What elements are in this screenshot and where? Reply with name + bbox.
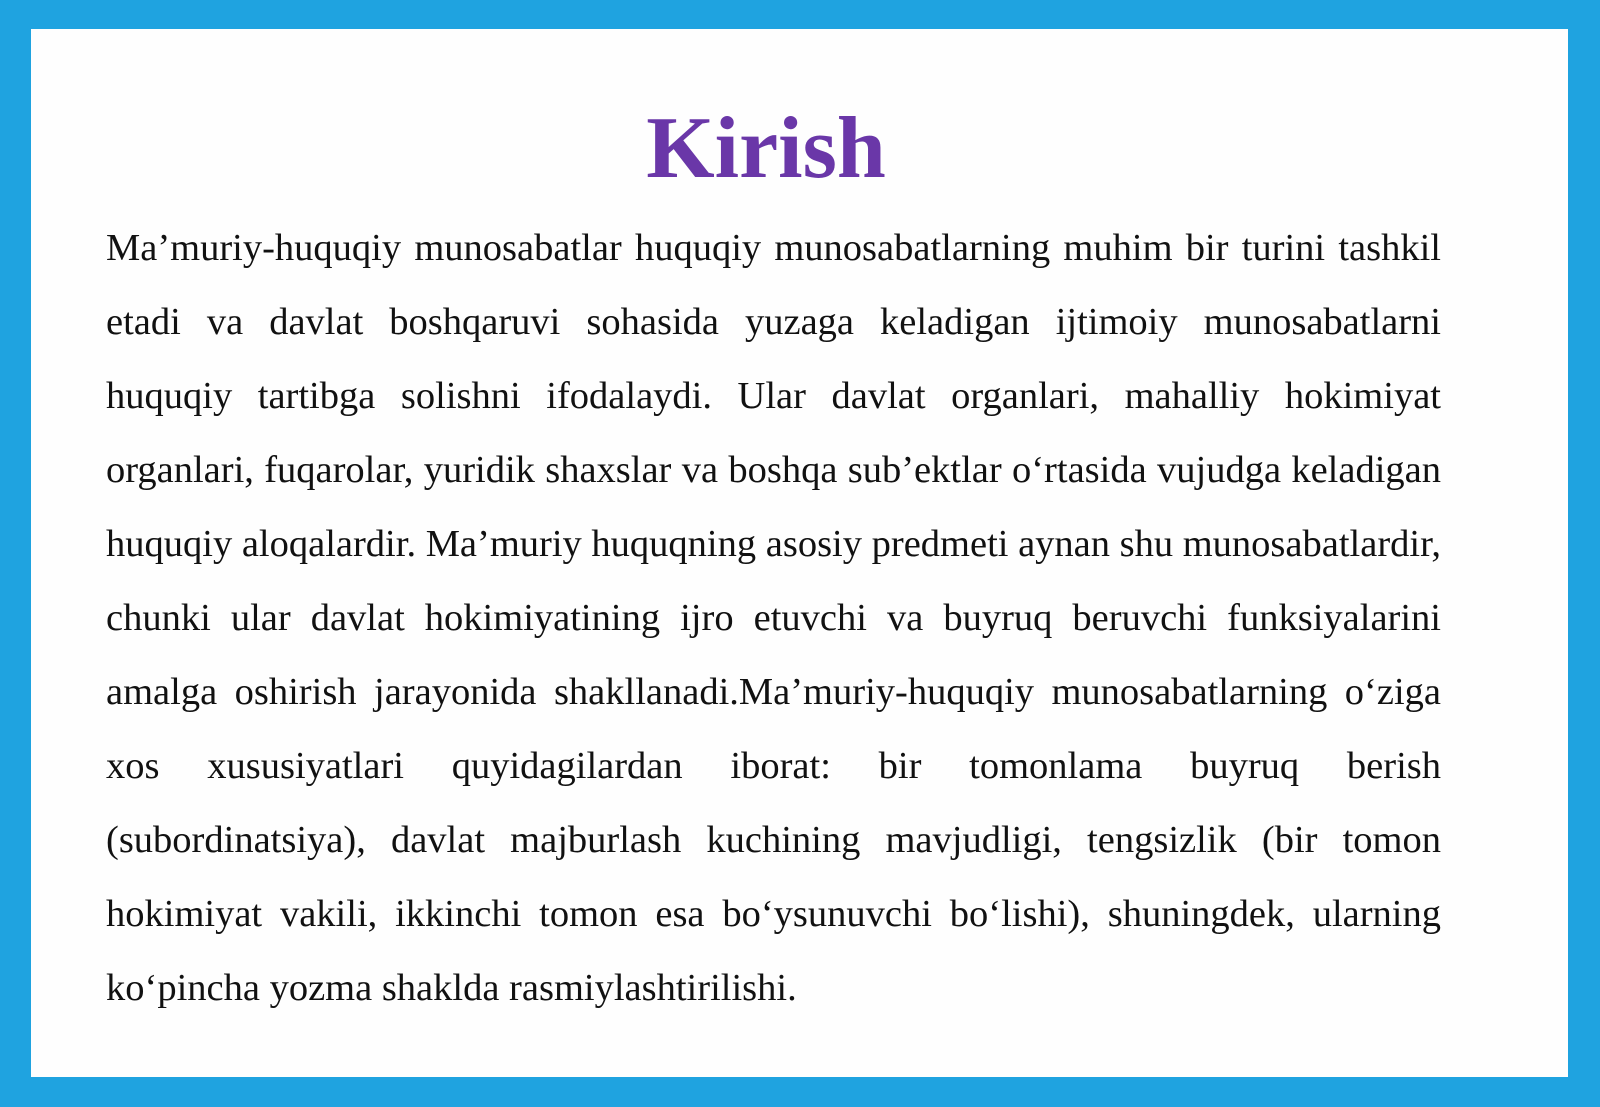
slide-frame (31, 29, 1568, 1077)
slide-body-paragraph: Ma’muriy-huquqiy munosabatlar huquqiy munosabatlarning muhim bir turini tashkil etadi va davlat boshqaruvi sohasida yuzaga keladigan ijtimoiy munosabatlarni huquqiy tartibga solishni ifodalaydi. Ular davlat organlari, mahalliy hokimiyat organlari, fuqarolar, yuridik shaxslar va boshqa sub’ektlar o‘rtasida vujudga keladigan huquqiy aloqalardir. Ma’muriy huquqning asosiy predmeti aynan shu munosabatlardir, chunki ular davlat hokimiyatining ijro etuvchi va buyruq beruvchi funksiyalarini amalga oshirish jarayonida shakllanadi.Ma’muriy-huquqiy munosabatlarning o‘ziga xos xususiyatlari quyidagilardan iborat: bir tomonlama buyruq berish (subordinatsiya), davlat majburlash kuchining mavjudligi, tengsizlik (bir tomon hokimiyat vakili, ikkinchi tomon esa bo‘ysunuvchi bo‘lishi), shuningdek, ularning ko‘pincha yozma shaklda rasmiylashtirilishi. (106, 227, 1441, 1009)
slide-title: Kirish (646, 100, 886, 197)
